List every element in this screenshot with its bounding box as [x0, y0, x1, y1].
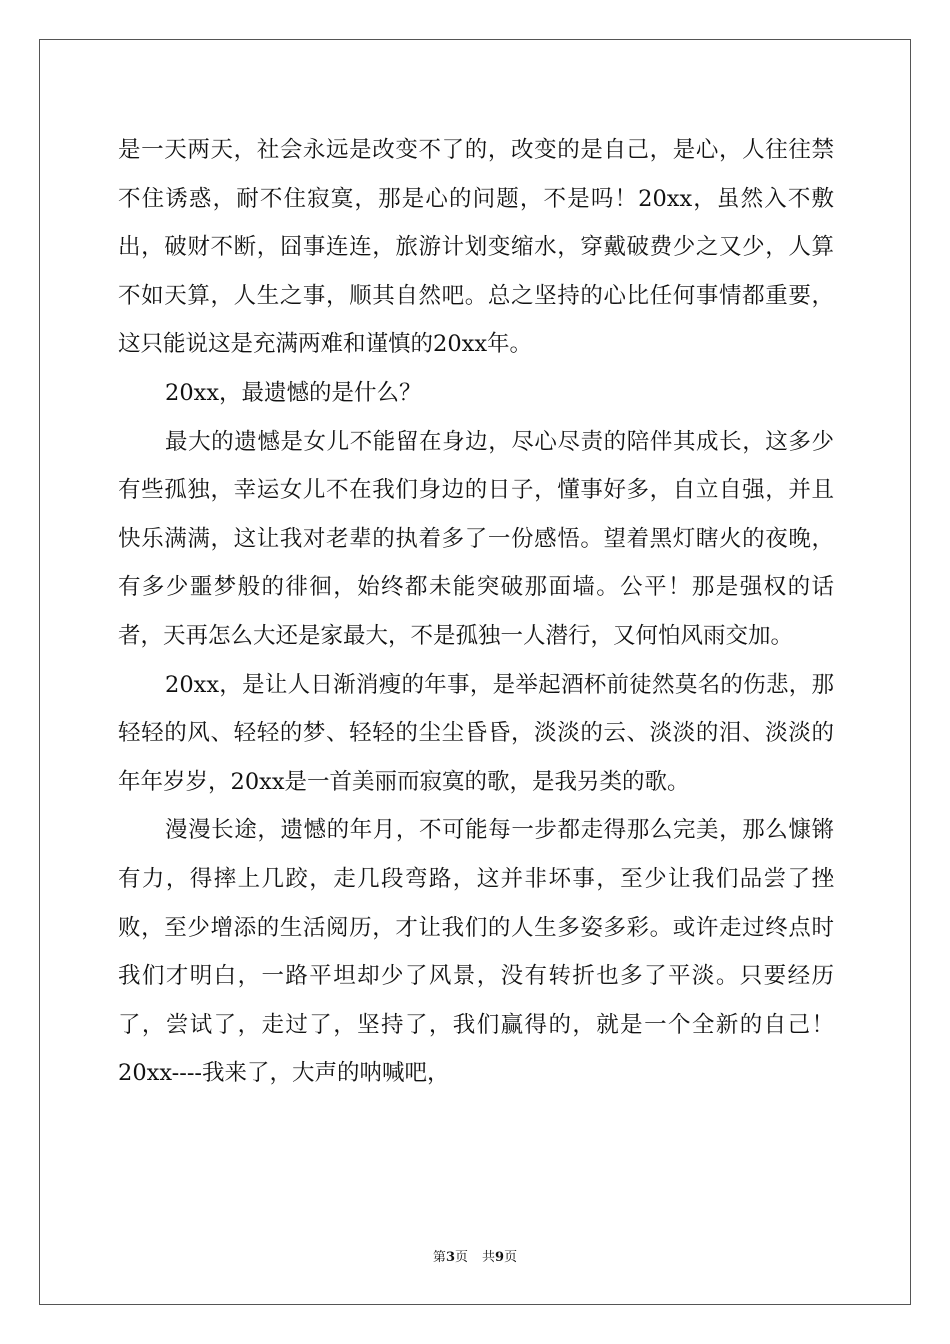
page-suffix: 页 — [454, 1250, 468, 1265]
total-prefix: 共 — [482, 1250, 496, 1265]
paragraph-1: 是一天两天，社会永远是改变不了的，改变的是自己，是心，人往往禁不住诱惑，耐不住寂寞，那是心的问题，不是吗！20xx，虽然入不敷出，破财不断，囧事连连，旅游计划变缩水，穿戴破费少之又少，人算不如天算，人生之事，顺其自然吧。总之坚持的心比任何事情都重要，这只能说这是充满两难和谨慎的20xx年。 — [118, 137, 834, 358]
paragraph-4: 20xx，是让人日渐消瘦的年事，是举起酒杯前徒然莫名的伤悲，那轻轻的风、轻轻的梦、轻轻的尘尘昏昏，淡淡的云、淡淡的泪、淡淡的年年岁岁，20xx是一首美丽而寂寞的歌，是我另类的歌。 — [118, 671, 834, 795]
total-suffix: 页 — [504, 1250, 518, 1265]
paragraph-5: 漫漫长途，遗憾的年月，不可能每一步都走得那么完美，那么慷锵有力，得摔上几跤，走几段弯路，这并非坏事，至少让我们品尝了挫败，至少增添的生活阅历，才让我们的人生多姿多彩。或许走过终点时我们才明白，一路平坦却少了风景，没有转折也多了平淡。只要经历了，尝试了，走过了，坚持了，我们赢得的，就是一个全新的自己！20xx----我来了，大声的呐喊吧， — [118, 817, 834, 1087]
paragraph-2: 20xx，最遗憾的是什么？ — [165, 379, 422, 406]
paragraph-3: 最大的遗憾是女儿不能留在身边，尽心尽责的陪伴其成长，这多少有些孤独，幸运女儿不在我们身边的日子，懂事好多，自立自强，并且快乐满满，这让我对老辈的执着多了一份感悟。望着黑灯瞎火的夜晚，有多少噩梦般的徘徊，始终都未能突破那面墙。公平！那是强权的话者，天再怎么大还是家最大，不是孤独一人潜行，又何怕风雨交加。 — [118, 428, 834, 649]
total-pages: 9 — [495, 1250, 505, 1265]
document-body — [118, 126, 834, 1098]
page-footer — [0, 1246, 950, 1265]
page-prefix: 第 — [432, 1250, 446, 1265]
page-number: 3 — [445, 1250, 455, 1265]
